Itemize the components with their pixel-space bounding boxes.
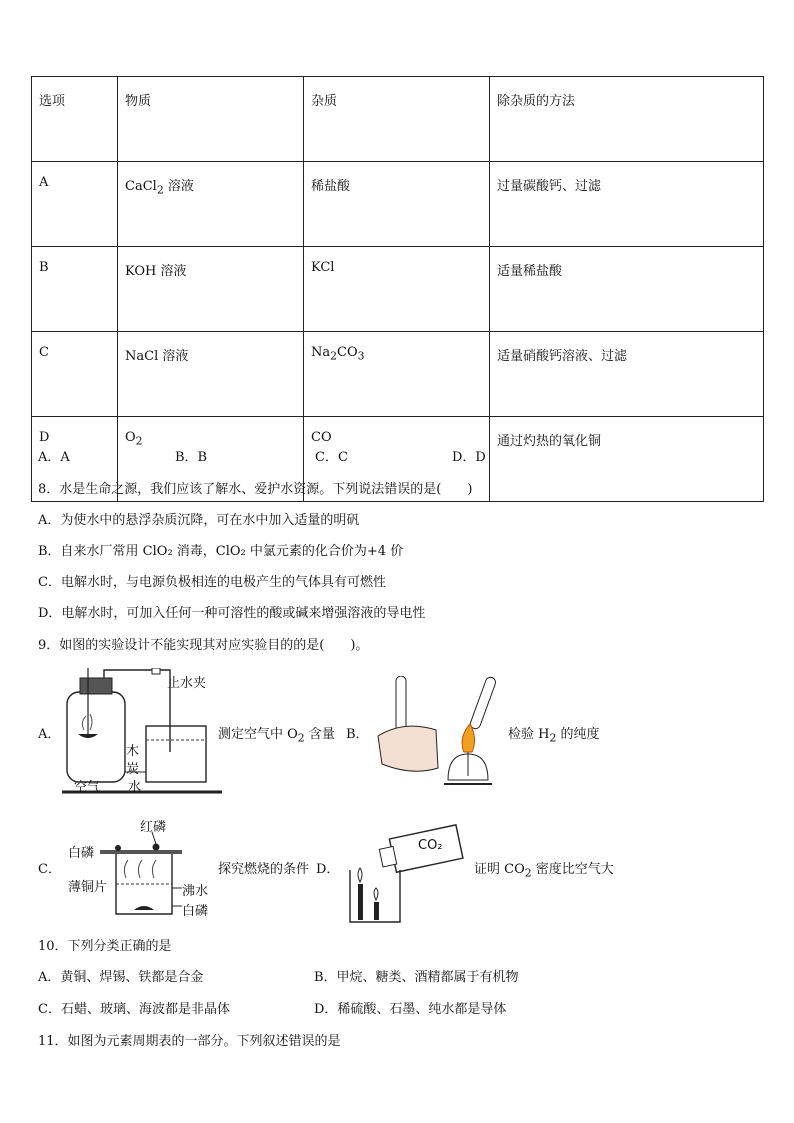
table-row — [32, 162, 764, 247]
q9-figure-c — [66, 814, 216, 922]
method-cell: 适量硝酸钙溶液、过滤 — [490, 332, 764, 417]
co2-label: CO₂ — [418, 838, 443, 853]
caption-text: 密度比空气大 — [531, 862, 614, 877]
q9-choice-c-caption: 探究燃烧的条件 — [218, 862, 310, 877]
table-header-cell: 选项 — [32, 77, 118, 162]
option-cell: A — [32, 162, 118, 247]
air-label: 空气 — [74, 780, 101, 795]
table-header-cell: 除杂质的方法 — [490, 77, 764, 162]
substance-cell — [118, 162, 304, 247]
formula-mid: CO — [337, 345, 358, 360]
q10-choice-b[interactable]: B．甲烷、糖类、酒精都属于有机物 — [314, 970, 519, 985]
impurity-cell: 稀盐酸 — [304, 162, 490, 247]
option-cell: D — [32, 417, 118, 502]
q9-choice-a-caption — [218, 723, 335, 745]
q10-choice-a[interactable]: A．黄铜、焊锡、铁都是合金 — [38, 970, 204, 985]
impurity-cell — [304, 332, 490, 417]
q8-choice-a[interactable]: A．为使水中的悬浮杂质沉降，可在水中加入适量的明矾 — [38, 513, 360, 528]
substance-cell: NaCl 溶液 — [118, 332, 304, 417]
q9-choice-c-letter[interactable]: C． — [38, 862, 61, 877]
impurity-cell: CO — [304, 417, 490, 502]
substance-cell: KOH 溶液 — [118, 247, 304, 332]
caption-subscript: 2 — [549, 731, 557, 745]
q7-choice-c[interactable]: C．C — [315, 450, 348, 465]
method-cell: 过量碳酸钙、过滤 — [490, 162, 764, 247]
q8-stem: 8．水是生命之源，我们应该了解水、爱护水资源。下列说法错误的是( ) — [38, 482, 473, 497]
q7-choice-a[interactable]: A．A — [38, 450, 70, 465]
q9-choice-d-letter[interactable]: D． — [316, 862, 340, 877]
formula-tail: 溶液 — [163, 179, 194, 194]
option-cell: C — [32, 332, 118, 417]
q10-choice-d[interactable]: D．稀硫酸、石墨、纯水都是导体 — [314, 1002, 507, 1017]
table-header-row — [32, 77, 764, 162]
impurity-cell: KCl — [304, 247, 490, 332]
q9-choice-b-caption — [508, 723, 600, 745]
formula-main: Na — [311, 345, 331, 360]
charcoal-label: 木 — [126, 744, 140, 759]
clamp-label: 止水夹 — [167, 676, 207, 691]
option-cell: B — [32, 247, 118, 332]
table-row — [32, 247, 764, 332]
table-header-cell: 杂质 — [304, 77, 490, 162]
q11-stem: 11．如图为元素周期表的一部分。下列叙述错误的是 — [38, 1034, 341, 1049]
charcoal-label: 炭 — [126, 762, 140, 777]
caption-text: 的纯度 — [556, 727, 600, 742]
q9-choice-b-letter[interactable]: B． — [346, 727, 369, 742]
q9-choice-a-letter[interactable]: A． — [38, 727, 61, 742]
q7-choice-b[interactable]: B．B — [175, 450, 208, 465]
table-row — [32, 332, 764, 417]
q9-stem: 9．如图的实验设计不能实现其对应实验目的的是( )。 — [38, 638, 369, 653]
options-table — [31, 76, 764, 502]
q7-choice-d[interactable]: D．D — [452, 450, 486, 465]
formula-subscript: 2 — [156, 183, 164, 197]
caption-text: 测定空气中 O — [218, 727, 298, 742]
caption-text: 证明 CO — [474, 862, 525, 877]
q8-choice-c[interactable]: C．电解水时，与电源负极相连的电极产生的气体具有可燃性 — [38, 575, 386, 590]
q9-figure-b — [374, 676, 504, 792]
boiling-water-label: 沸水 — [182, 884, 209, 899]
formula-main: O — [125, 430, 136, 445]
caption-text: 检验 H — [508, 727, 550, 742]
formula-subscript: 3 — [357, 349, 365, 363]
white-phosphorus-label: 白磷 — [182, 904, 209, 919]
q9-figure-a — [62, 668, 222, 798]
formula-subscript: 2 — [330, 349, 338, 363]
copper-plate-label: 薄铜片 — [68, 880, 108, 895]
formula-subscript: 2 — [135, 434, 143, 448]
method-cell: 适量稀盐酸 — [490, 247, 764, 332]
q10-choice-c[interactable]: C．石蜡、玻璃、海波都是非晶体 — [38, 1002, 230, 1017]
white-phosphorus-label: 白磷 — [68, 846, 95, 861]
caption-text: 含量 — [304, 727, 335, 742]
q8-choice-d[interactable]: D．电解水时，可加入任何一种可溶性的酸或碱来增强溶液的导电性 — [38, 606, 426, 621]
caption-subscript: 2 — [297, 731, 305, 745]
formula-main: CaCl — [125, 179, 157, 194]
table-header-cell: 物质 — [118, 77, 304, 162]
q9-choice-d-caption — [474, 858, 614, 880]
method-cell: 通过灼热的氧化铜 — [490, 417, 764, 502]
q8-choice-b[interactable]: B．自来水厂常用 ClO₂ 消毒，ClO₂ 中氯元素的化合价为+4 价 — [38, 544, 404, 559]
caption-subscript: 2 — [524, 866, 532, 880]
q9-figure-d — [344, 818, 468, 926]
water-label: 水 — [128, 780, 142, 795]
red-phosphorus-label: 红磷 — [140, 820, 167, 835]
q10-stem: 10．下列分类正确的是 — [38, 939, 172, 954]
